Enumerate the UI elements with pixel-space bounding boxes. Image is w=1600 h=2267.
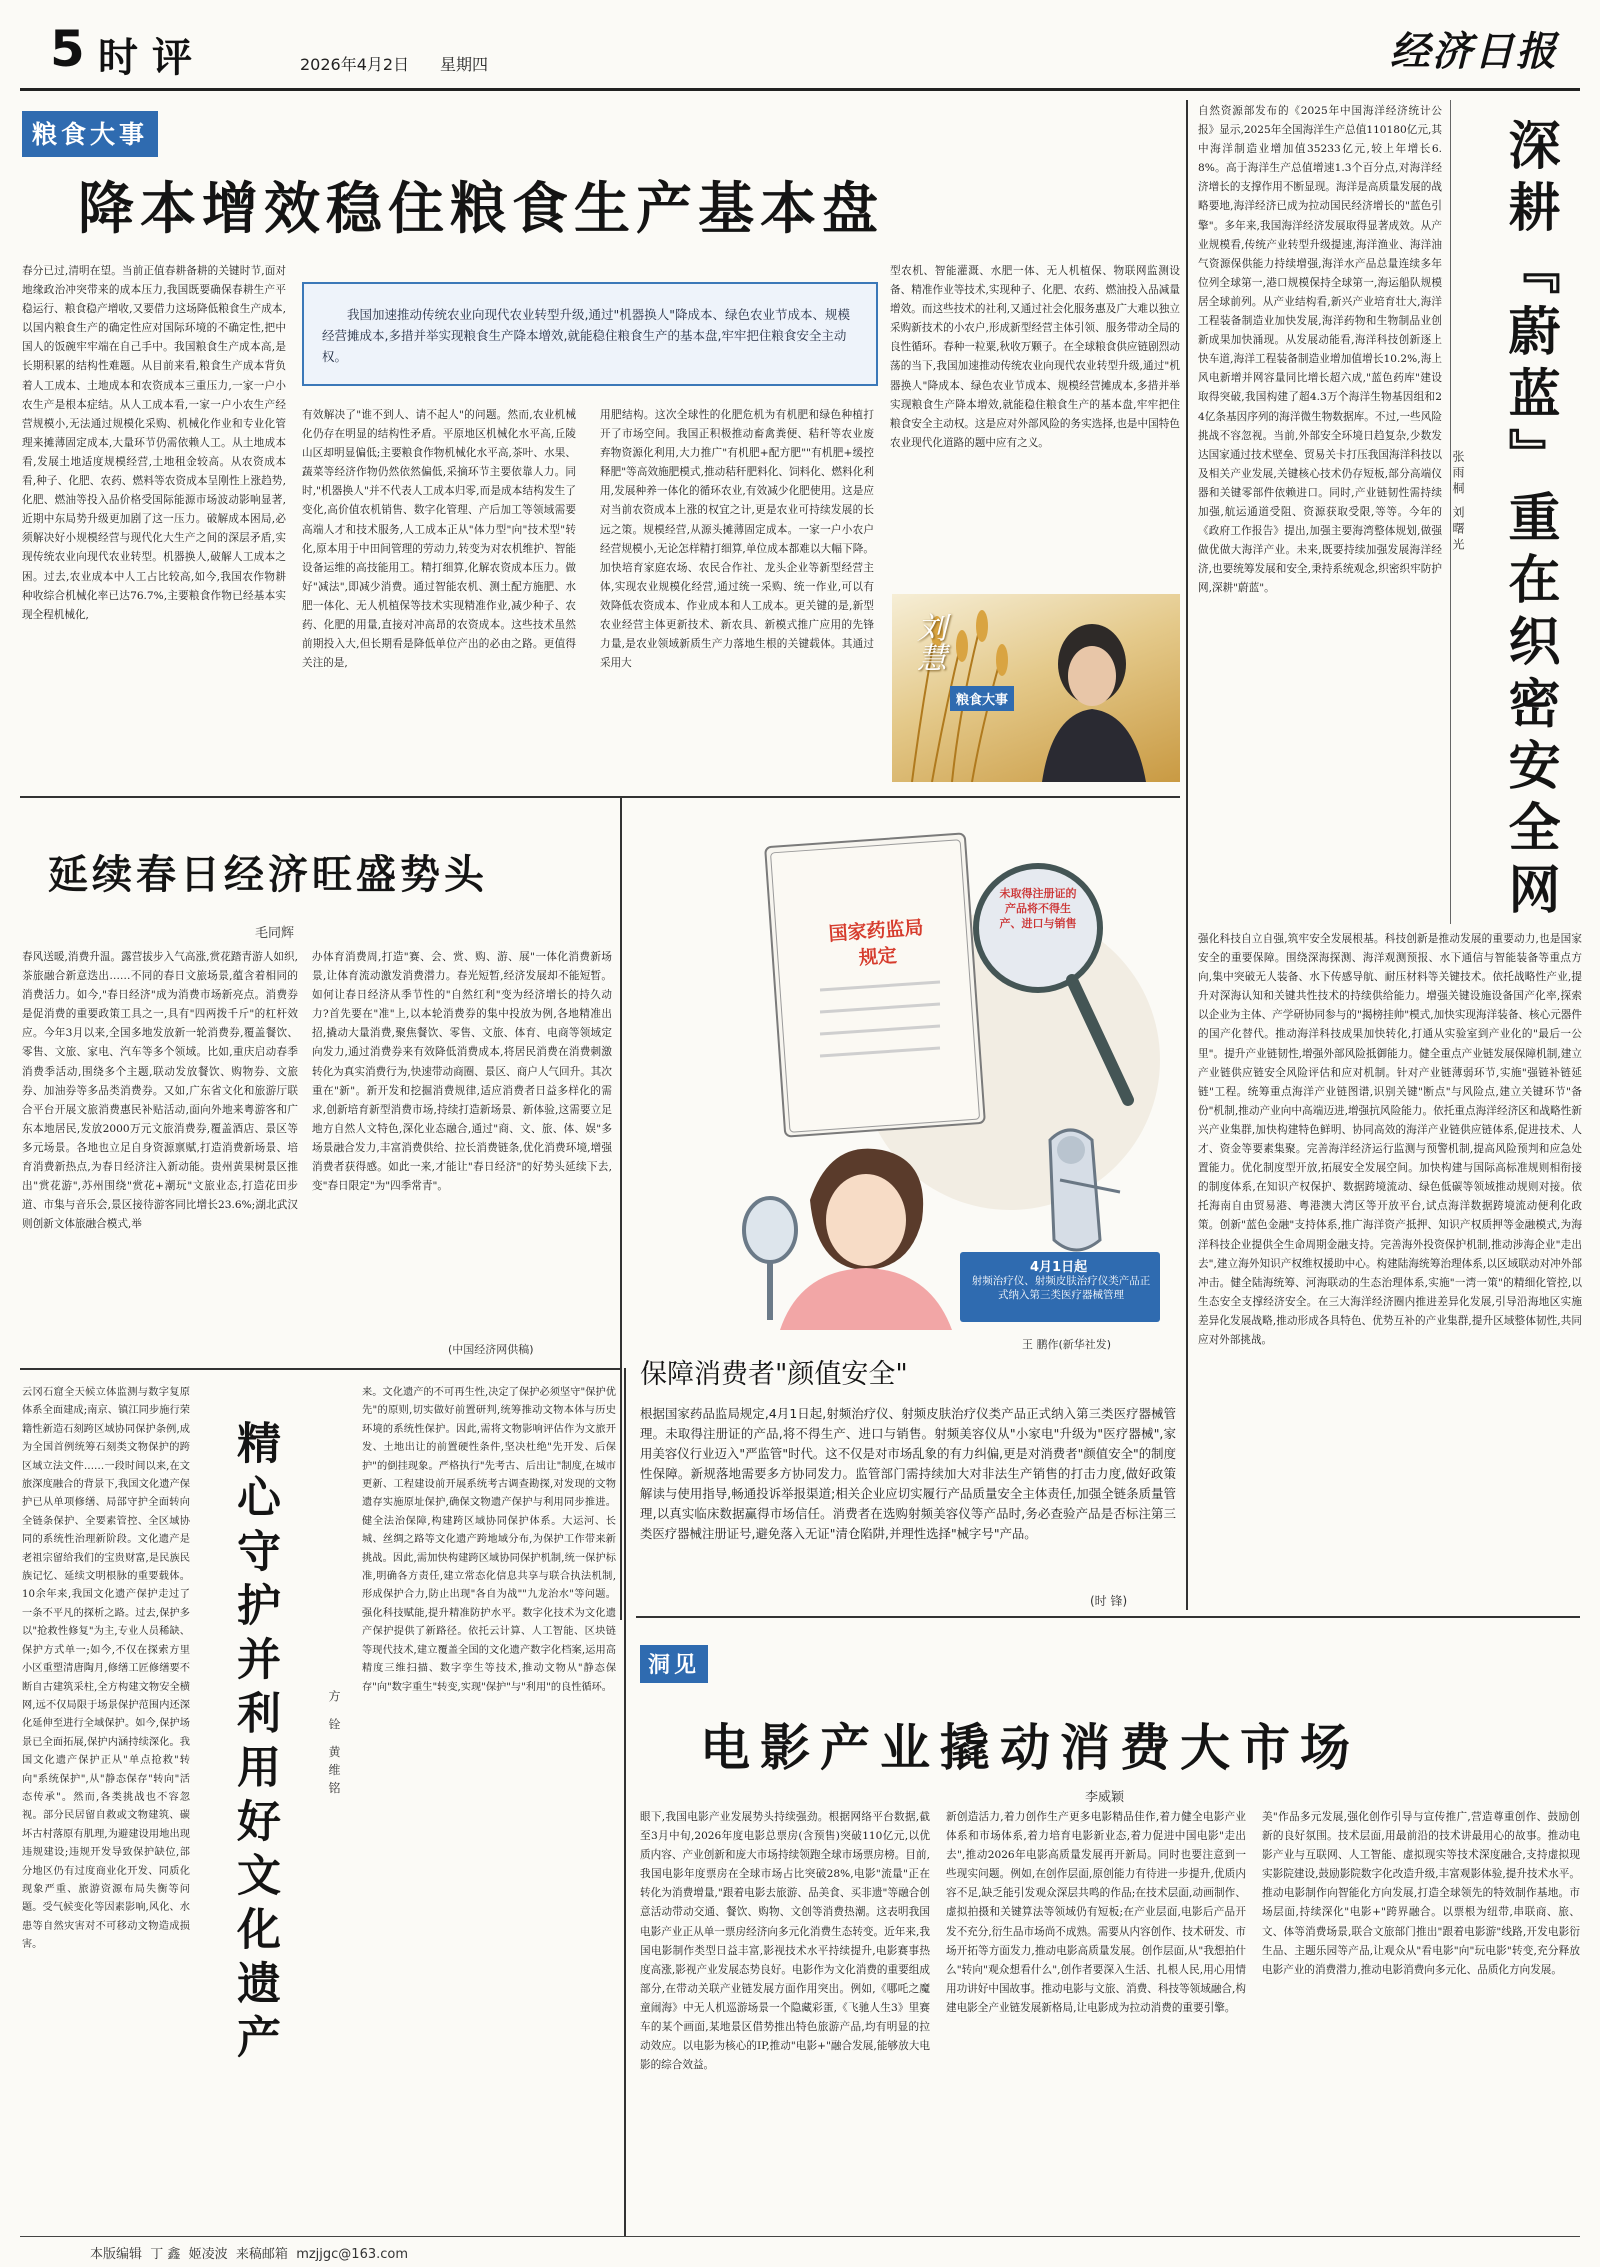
column-label-insight: 洞见 xyxy=(640,1645,708,1683)
issue-date: 2026年4月2日 xyxy=(300,55,410,74)
article6-col3: 美"作品多元发展,强化创作引导与宣传推广,营造尊重创作、鼓励创新的良好氛围。技术层面,用最前沿的技术讲最用心的故事。推动电影产业与互联网、人工智能、虚拟现实等技术深度融合,支持虚拟现实影院建设,鼓励影院数字化改造升级,丰富观影体验,提升技术水平。推动电影制作向智能化方向发展,打造全球领先的特效制作基地。市场层面,持续深化"电影+"跨界融合。以票根为纽带,串联商、旅、文、体等消费场景,联合文旅部门推出"跟着电影游"线路,开发电影衍生品、主题乐园等产品,让观众从"看电影"向"玩电影"转变,充分释放电影产业的消费潜力,推动电影消费向多元化、品质化方向发展。 xyxy=(1262,1811,1580,1976)
divider-article3-right xyxy=(620,798,622,1620)
article6-col1: 眼下,我国电影产业发展势头持续强劲。根据网络平台数据,截至3月中旬,2026年度电影总票房(含预售)突破110亿元,以优质内容、产业创新和庞大市场持续领跑全球市场票房榜。目前,我国电影年度票房在全球市场占比突破28%,电影"流量"正在转化为消费增量,"跟着电影去旅游、品美食、买非遗"等融合创意活动带动交通、餐饮、购物、文创等消费热潮。这表明我国电影产业正从单一票房经济向多元化消费生态转变。近年来,我国电影制作类型日益丰富,影视技术水平持续提升,电影赛事热度高涨,影视产业发展态势良好。电影作为文化消费的重要组成部分,在带动关联产业链发展方面作用突出。例如,《哪吒之魔童闹海》中无人机巡游场景一个隐藏彩蛋,《飞驰人生3》里赛车的某个画面,某地景区借势推出特色旅游产品,均有明显的拉动效应。以电影为核心的IP,推动"电影+"融合发展,能够放大电影的综合效益。 xyxy=(640,1811,930,2072)
footer-rule xyxy=(20,2236,1580,2237)
column-badge: 粮食大事 xyxy=(950,686,1014,711)
cartoon-credit: 王 鹏作(新华社发) xyxy=(1022,1338,1112,1351)
article4-body: 根据国家药品监局规定,4月1日起,射频治疗仪、射频皮肤治疗仪类产品正式纳入第三类医疗器械管理。未取得注册证的产品,将不得生产、进口与销售。射频美容仪从"小家电"升级为"医疗器械",家用美容仪行业迈入"严监管"时代。这不仅是对市场乱象的有力纠偏,更是对消费者"颜值安全"的制度性保障。新规落地需要多方协同发力。监管部门需持续加大对非法生产销售的打击力度,做好政策解读与使用指导,畅通投诉举报渠道;相关企业应切实履行产品质量安全主体责任,加强全链条质量管理,以真实临床数据赢得市场信任。消费者在选购射频美容仪等产品时,务必查验产品是否标注第三类医疗器械注册证号,避免落入无证"清仓陷阱,并理性选择"械字号"产品。 xyxy=(640,1406,1176,1541)
divider-article2 xyxy=(1186,1616,1580,1618)
cartoon-banner-date: 4月1日起 xyxy=(1030,1260,1088,1275)
cartoon-sign-title: 国家药监局规定 xyxy=(827,916,925,970)
column-label-grain: 粮食大事 xyxy=(22,111,158,157)
cartoon-illustration xyxy=(630,800,1180,1330)
article5-col2: 来。文化遗产的不可再生性,决定了保护必须坚守"保护优先"的原则,切实做好前置研判,统筹推动文物本体与历史环境的系统性保护。因此,需将文物影响评估作为文旅开发、土地出让的前置硬性条件,坚决杜绝"先开发、后保护"的倒挂现象。严格执行"先考古、后出让"制度,在城市更新、工程建设前开展系统考古调查勘探,对发现的文物遗存实施原址保护,确保文物遗产保护与利用同步推进。健全法治保障,构建跨区域协同保护体系。大运河、长城、丝绸之路等文化遗产跨地域分布,为保护工作带来新挑战。因此,需加快构建跨区域协同保护机制,统一保护标准,明确各方责任,建立常态化信息共享与联合执法机制,形成保护合力,防止出现"各自为战""九龙治水"等问题。强化科技赋能,提升精准防护水平。数字化技术为文化遗产保护提供了新路径。依托云计算、人工智能、区块链等现代技术,建立覆盖全国的文化遗产数字化档案,运用高精度三维扫描、数字孪生等技术,推动文物从"静态保存"向"数字重生"转变,实现"保护"与"利用"的良性循环。 xyxy=(362,1387,616,1693)
article2-authors: 张雨桐 刘曙光 xyxy=(1451,450,1465,554)
divider-article5-right xyxy=(624,1368,626,2236)
article5-col1: 云冈石窟全天候立体监测与数字复原体系全面建成;南京、镇江同步施行荣籍性新造石刻跨区域协同保护条例,成为全国首例统筹石刻类文物保护的跨区域立法文件……一段时间以来,在文旅深度融合的背景下,我国文化遗产保护已从单项修缮、局部守护全面转向全链条保护、全要素管控、全区域协同的系统性治理新阶段。文化遗产是老祖宗留给我们的宝贵财富,是民族民族记忆、延续文明根脉的重要载体。10余年来,我国文化遗产保护走过了一条不平凡的探析之路。过去,保护多以"抢救性修复"为主,专业人员稀缺、保护方式单一;如今,不仅在探索方里小区重塑清唐陶月,修缮工匠修缮要不断自古建筑采柱,全方构建文物安全横网,远不仅局限于场景保护范围内还深化延伸至进行全域保护。如今,保护场景已全面拓展,保护内涵持续深化。我国文化遗产保护正从"单点抢救"转向"系统保护",从"静态保存"转向"活态传承"。然而,各类挑战也不容忽视。部分民居留自救或文物建筑、碳坏古村落原有肌理,为避建设用地出现违规建设;违规开发导致保护缺位,部分地区仍有过度商业化开发、同质化现象严重、旅游资源布局失衡等问题。受气候变化等因素影响,风化、水患等自然灾害对不可移动文物造成损害。 xyxy=(22,1387,190,1951)
columnist-name: 刘慧 xyxy=(911,612,946,672)
vertical-divider-main xyxy=(1186,100,1188,1610)
paper-logo: 经济日报 xyxy=(1390,28,1558,75)
article1-col3: 用肥结构。这次全球性的化肥危机为有机肥和绿色种植打开了市场空间。我国正积极推动畜禽粪便、秸秆等农业废弃物资源化利用,大力推广"有机肥+配方肥""有机肥+缓控释肥"等高效施肥模式,推动秸秆肥料化、饲料化、燃料化利用,发展种养一体化的循环农业,有效减少化肥使用。这是应对当前农资成本上涨的权宜之计,更是农业可持续发展的长远之策。规模经营,从源头摊薄固定成本。一家一户小农户经营规模小,无论怎样精打细算,单位成本都难以大幅下降。加快培育家庭农场、农民合作社、龙头企业等新型经营主体,实现农业规模化经营,通过统一采购、统一作业,可以有效降低农资成本、作业成本和人工成本。更关键的是,新型农业经营主体更新技术、新农具、新模式推广应用的先锋力量,是农业领域新质生产力落地生根的关键载体。其通过采用大 xyxy=(600,409,874,670)
article5-title: 精心守护并利用好文化遗产 xyxy=(229,1420,280,2068)
article3-author: 毛同辉 xyxy=(255,926,295,941)
article4-author: (时 锋) xyxy=(1090,1594,1128,1608)
article1-col1: 春分已过,清明在望。当前正值春耕备耕的关键时节,面对地缘政治冲突带来的成本压力,我国既要确保春耕生产平稳运行、粮食稳产增收,又要借力这场降低粮食生产成本,以国内粮食生产的确定性应对国际环境的不确定性,把中国人的饭碗牢牢端在自己手中。我国粮食生产成本高,是长期积累的结构性难题。从目前来看,粮食生产成本背负着人工成本、土地成本和农资成本三重压力,一家一户小农生产是根本症结。从人工成本看,一家一户小农生产经营规模小,无法通过规模化采购、机械化作业和专业化管理来摊薄固定成本,大量环节仍需依赖人工。从土地成本看,发展土地适度规模经营,土地租金较高。从农资成本看,种子、化肥、农药、燃料等农资成本呈刚性上涨趋势,化肥、燃油等投入品价格受国际能源市场波动影响显著,近期中东局势升级更加剧了这一压力。破解成本困局,必须解决好小规模经营与现代化大生产之间的深层矛盾,实现传统农业向现代农业转型。机器换人,破解人工成本之困。过去,农业成本中人工占比较高,如今,我国农作物耕种收综合机械化率已达76.7%,主要粮食作物已经基本实现全程机械化, xyxy=(22,265,286,621)
divider-article3 xyxy=(20,1368,620,1370)
article2-col1: 自然资源部发布的《2025年中国海洋经济统计公报》显示,2025年全国海洋生产总值110180亿元,其中海洋制造业增加值35233亿元,较上年增长6.8%。高于海洋生产总值增速1.3个百分点,对海洋经济增长的支撑作用不断显现。海洋是高质量发展的战略要地,海洋经济已成为拉动国民经济增长的"蓝色引擎"。多年来,我国海洋经济发展取得显著成效。从产业规模看,传统产业转型升级提速,海洋渔业、海洋油气资源保供能力持续增强,海洋水产品总量连续多年位列全球第一,港口规模保持全球第一,海运船队规模居全球前列。从产业结构看,新兴产业培育壮大,海洋工程装备制造业加快发展,海洋药物和生物制品业创新成果加快涌现。从发展动能看,海洋科技创新逐上快车道,海洋工程装备制造业增加值增长10.2%,海上风电新增并网容量同比增长超六成,"蓝色药库"建设取得突破,我国构建了超4.3万个海洋生物基因组和24亿条基因序列的海洋微生物数据库。不过,一些风险挑战不容忽视。当前,外部安全环境日趋复杂,少数发达国家通过技术壁垒、贸易关卡打压我国海洋科技以及相关产业发展,关键核心技术仍存短板,部分高端仪器和关键零部件依赖进口。同时,产业链韧性需持续加强,航运通道受阻、资源获取受限,等等。今年的《政府工作报告》提出,加强主要海湾整体规划,做强做优做大海洋产业。未来,既要持续加强发展海洋经济,也要统筹发展和安全,秉持系统观念,织密织牢防护网,深耕"蔚蓝"。 xyxy=(1198,105,1442,595)
page-number: 5 xyxy=(50,20,85,78)
article3-col1: 春风送暖,消费升温。露营拔步入气高涨,赏花踏青游人如织,茶旅融合新意迭出……不同的春日文旅场景,蕴含着相同的消费活力。如今,"春日经济"成为消费市场新亮点。消费券是促消费的重要政策工具之一,具有"四两拨千斤"的杠杆效应。今年3月以来,全国多地发放新一轮消费券,覆盖餐饮、零售、文旅、家电、汽车等多个领域。比如,重庆启动春季消费季活动,围绕多个主题,联动发放餐饮、购物券、文旅券、加油券等多品类消费券。又如,广东省文化和旅游厅联合平台开展文旅消费惠民补贴活动,面向外地来粤游客和广东本地居民,发放2000万元文旅消费券,覆盖酒店、景区等多元场景。各地也立足自身资源禀赋,打造消费新场景、培育消费新热点,为春日经济注入新动能。贵州黄果树景区推出"赏花游",苏州围绕"赏花+潮玩"文旅业态,打造花田步道、市集与音乐会,景区接待游客同比增长23.6%;湖北武汉则创新文体旅融合模式,举 xyxy=(22,951,298,1231)
page-masthead xyxy=(0,0,1600,100)
cartoon-drawing xyxy=(630,800,1180,1330)
article2-title: 深耕『蔚蓝』重在织密安全网 xyxy=(1499,118,1559,924)
divider-article1 xyxy=(20,796,1180,798)
cartoon-banner-text: 射频治疗仪、射频皮肤治疗仪类产品正式纳入第三类医疗器械管理 xyxy=(971,1275,1151,1301)
footer-editor-line: 本版编辑 丁 鑫 姬凌波 来稿邮箱 mzjjgc@163.com xyxy=(90,2247,409,2262)
article6-title: 电影产业撬动消费大市场 xyxy=(700,1719,1360,1777)
issue-weekday: 星期四 xyxy=(440,55,489,74)
article6-col2: 新创造活力,着力创作生产更多电影精品佳作,着力健全电影产业体系和市场体系,着力培育电影新业态,着力促进中国电影"走出去",推动2026年电影高质量发展再开新局。同时也要注意到一些现实问题。例如,在创作层面,原创能力有待进一步提升,优质内容不足,缺乏能引发观众深层共鸣的作品;在技术层面,动画制作、虚拟拍摄和关键算法等领域仍有短板;在产业层面,电影后产品开发不充分,衍生品市场尚不成熟。需要从内容创作、技术研发、市场开拓等方面发力,推动电影高质量发展。创作层面,从"我想拍什么"转向"观众想看什么",创作者要深入生活、扎根人民,用心用情用功讲好中国故事。推动电影与文旅、消费、科技等领域融合,构建电影全产业链发展新格局,让电影成为拉动消费的重要引擎。 xyxy=(946,1811,1246,2014)
grain-column-photo xyxy=(892,594,1180,782)
article1-summary: 我国加速推动传统农业向现代农业转型升级,通过"机器换人"降成本、绿色农业节成本、规模经营摊成本,多措并举实现粮食生产降本增效,就能稳住粮食生产的基本盘,牢牢把住粮食安全主动权。 xyxy=(322,307,850,364)
article3-title: 延续春日经济旺盛势头 xyxy=(48,851,488,898)
article1-col2: 有效解决了"谁不到人、请不起人"的问题。然而,农业机械化仍存在明显的结构性矛盾。平原地区机械化水平高,丘陵山区却明显偏低;主要粮食作物机械化水平高,茶叶、水果、蔬菜等经济作物仍然依然偏低,采摘环节主要依靠人力。同时,"机器换人"并不代表人工成本归零,而是成本结构发生了变化,高价值农机销售、数字化管理、产后加工等领域需要高端人才和技术服务,人工成本正从"体力型"向"技术型"转化,原本用于中田间管理的劳动力,转变为对农机维护、智能设备运维的高技能用工。精打细算,化解农资成本压力。做好"减法",即减少消费。通过智能农机、测土配方施肥、水肥一体化、无人机植保等技术实现精准作业,减少种子、农药、化肥的用量,直接对冲高昂的农资成本。这些技术虽然前期投入大,但长期看是降低单位产出的必由之路。更值得关注的是, xyxy=(302,409,576,670)
article5-authors: 方 铨 黄维铭 xyxy=(327,1690,341,1800)
article3-source: (中国经济网供稿) xyxy=(448,1343,534,1356)
divider-article4 xyxy=(636,1616,1186,1618)
cartoon-mirror-text: 未取得注册证的产品将不得生产、进口与销售 xyxy=(999,887,1077,930)
article4-title: 保障消费者"颜值安全" xyxy=(640,1359,908,1390)
article1-col4: 型农机、智能灌溉、水肥一体、无人机植保、物联网监测设备、精准作业等技术,实现种子、化肥、农药、燃油投入品减量增效。而这些技术的社利,又通过社会化服务惠及广大难以独立采购新技术的小农户,形成新型经营主体引领、服务带动全局的良性循环。春种一粒粟,秋收万颗子。在全球粮食供应链剧烈动荡的当下,我国加速推动传统农业向现代农业转型升级,通过"机器换人"降成本、绿色农业节成本、规模经营摊成本,多措并举实现粮食生产降本增效,就能稳住粮食生产的基本盘,牢牢把住粮食安全主动权。这是应对外部风险的务实选择,也是中国特色农业现代化道路的题中应有之义。 xyxy=(890,265,1180,449)
article3-col2: 办体育消费周,打造"赛、会、赏、购、游、展"一体化消费新场景,让体育流动激发消费潜力。春光短暂,经济发展却不能短暂。如何让春日经济从季节性的"自然红利"变为经济增长的持久动力?首先要在"准"上,以本轮消费券的集中投放为例,各地精准出招,撬动大量消费,聚焦餐饮、零售、文旅、体育、电商等领域定向发力,通过消费券来有效降低消费成本,将居民消费在消费刺激转化为真实消费行为,快速带动商圈、景区、商户人气回升。其次重在"新"。新开发和挖掘消费规律,适应消费者日益多样化的需求,创新培育新型消费市场,持续打造新场景、新体验,这需要立足地方自然人文特色,深化业态融合,通过"商、文、旅、体、娱"多场景融合发力,丰富消费供给、拉长消费链条,优化消费环境,增强消费者获得感。如此一来,才能让"春日经济"的好势头延续下去,变"春日限定"为"四季常青"。 xyxy=(312,951,612,1193)
article1-title: 降本增效稳住粮食生产基本盘 xyxy=(78,177,884,242)
section-name: 时评 xyxy=(98,35,206,81)
masthead-rule xyxy=(20,88,1580,91)
article6-author: 李威颖 xyxy=(1085,1790,1125,1805)
article2-col-wide: 强化科技自立自强,筑牢安全发展根基。科技创新是推动发展的重要动力,也是国家安全的重要保障。围绕深海探测、海洋观测预报、水下通信与智能装备等重点方向,集中突破无人装备、水下传感导航、耐压材料等关键技术。依托战略性产业,提升对深海认知和关键共性技术的持续供给能力。增强关键设施设备国产化率,探索以企业为主体、产学研协同参与的"揭榜挂帅"模式,加快实现海洋装备、核心元器件的国产化替代。推动海洋科技成果加快转化,打通从实验室到产业化的"最后一公里"。提升产业链韧性,增强外部风险抵御能力。健全重点产业链发展保障机制,建立产业链供应链安全风险评估和应对机制。针对产业链薄弱环节,实施"强链补链延链"工程。统筹重点海洋产业链图谱,识别关键"断点"与风险点,建立关键环节"备份"机制,推动产业向中高端迈进,增强抗风险能力。依托重点海洋经济区和战略性新兴产业集群,加快构建特色鲜明、协同高效的海洋产业链供应链体系,促进技术、人才、资金等要素集聚。完善海洋经济运行监测与预警机制,提高风险预判和应急处置能力。优化制度型开放,拓展安全发展空间。加快构建与国际高标准规则相衔接的制度体系,在知识产权保护、数据跨境流动、绿色低碳等领域推动规则对接。依托海南自由贸易港、粤港澳大湾区等开放平台,试点海洋数据跨境流动便利化政策。创新"蓝色金融"支持体系,推广海洋资产抵押、知识产权质押等金融模式,为海洋科技企业提供全生命周期金融支持。完善海外投资保护机制,推动涉海企业"走出去",建立海外知识产权维权援助中心。构建陆海统筹治理体系,以区域联动对冲外部冲击。健全陆海统筹、河海联动的生态治理体系,实施"一湾一策"的精细化管控,以生态安全支撑经济安全。在三大海洋经济圈内推进差异化发展,引导沿海地区实施差异化发展战略,推动形成各具特色、优势互补的产业集群,提升区域整体韧性,共同应对外部挑战。 xyxy=(1198,933,1582,1346)
article1-summary-box xyxy=(302,282,878,386)
